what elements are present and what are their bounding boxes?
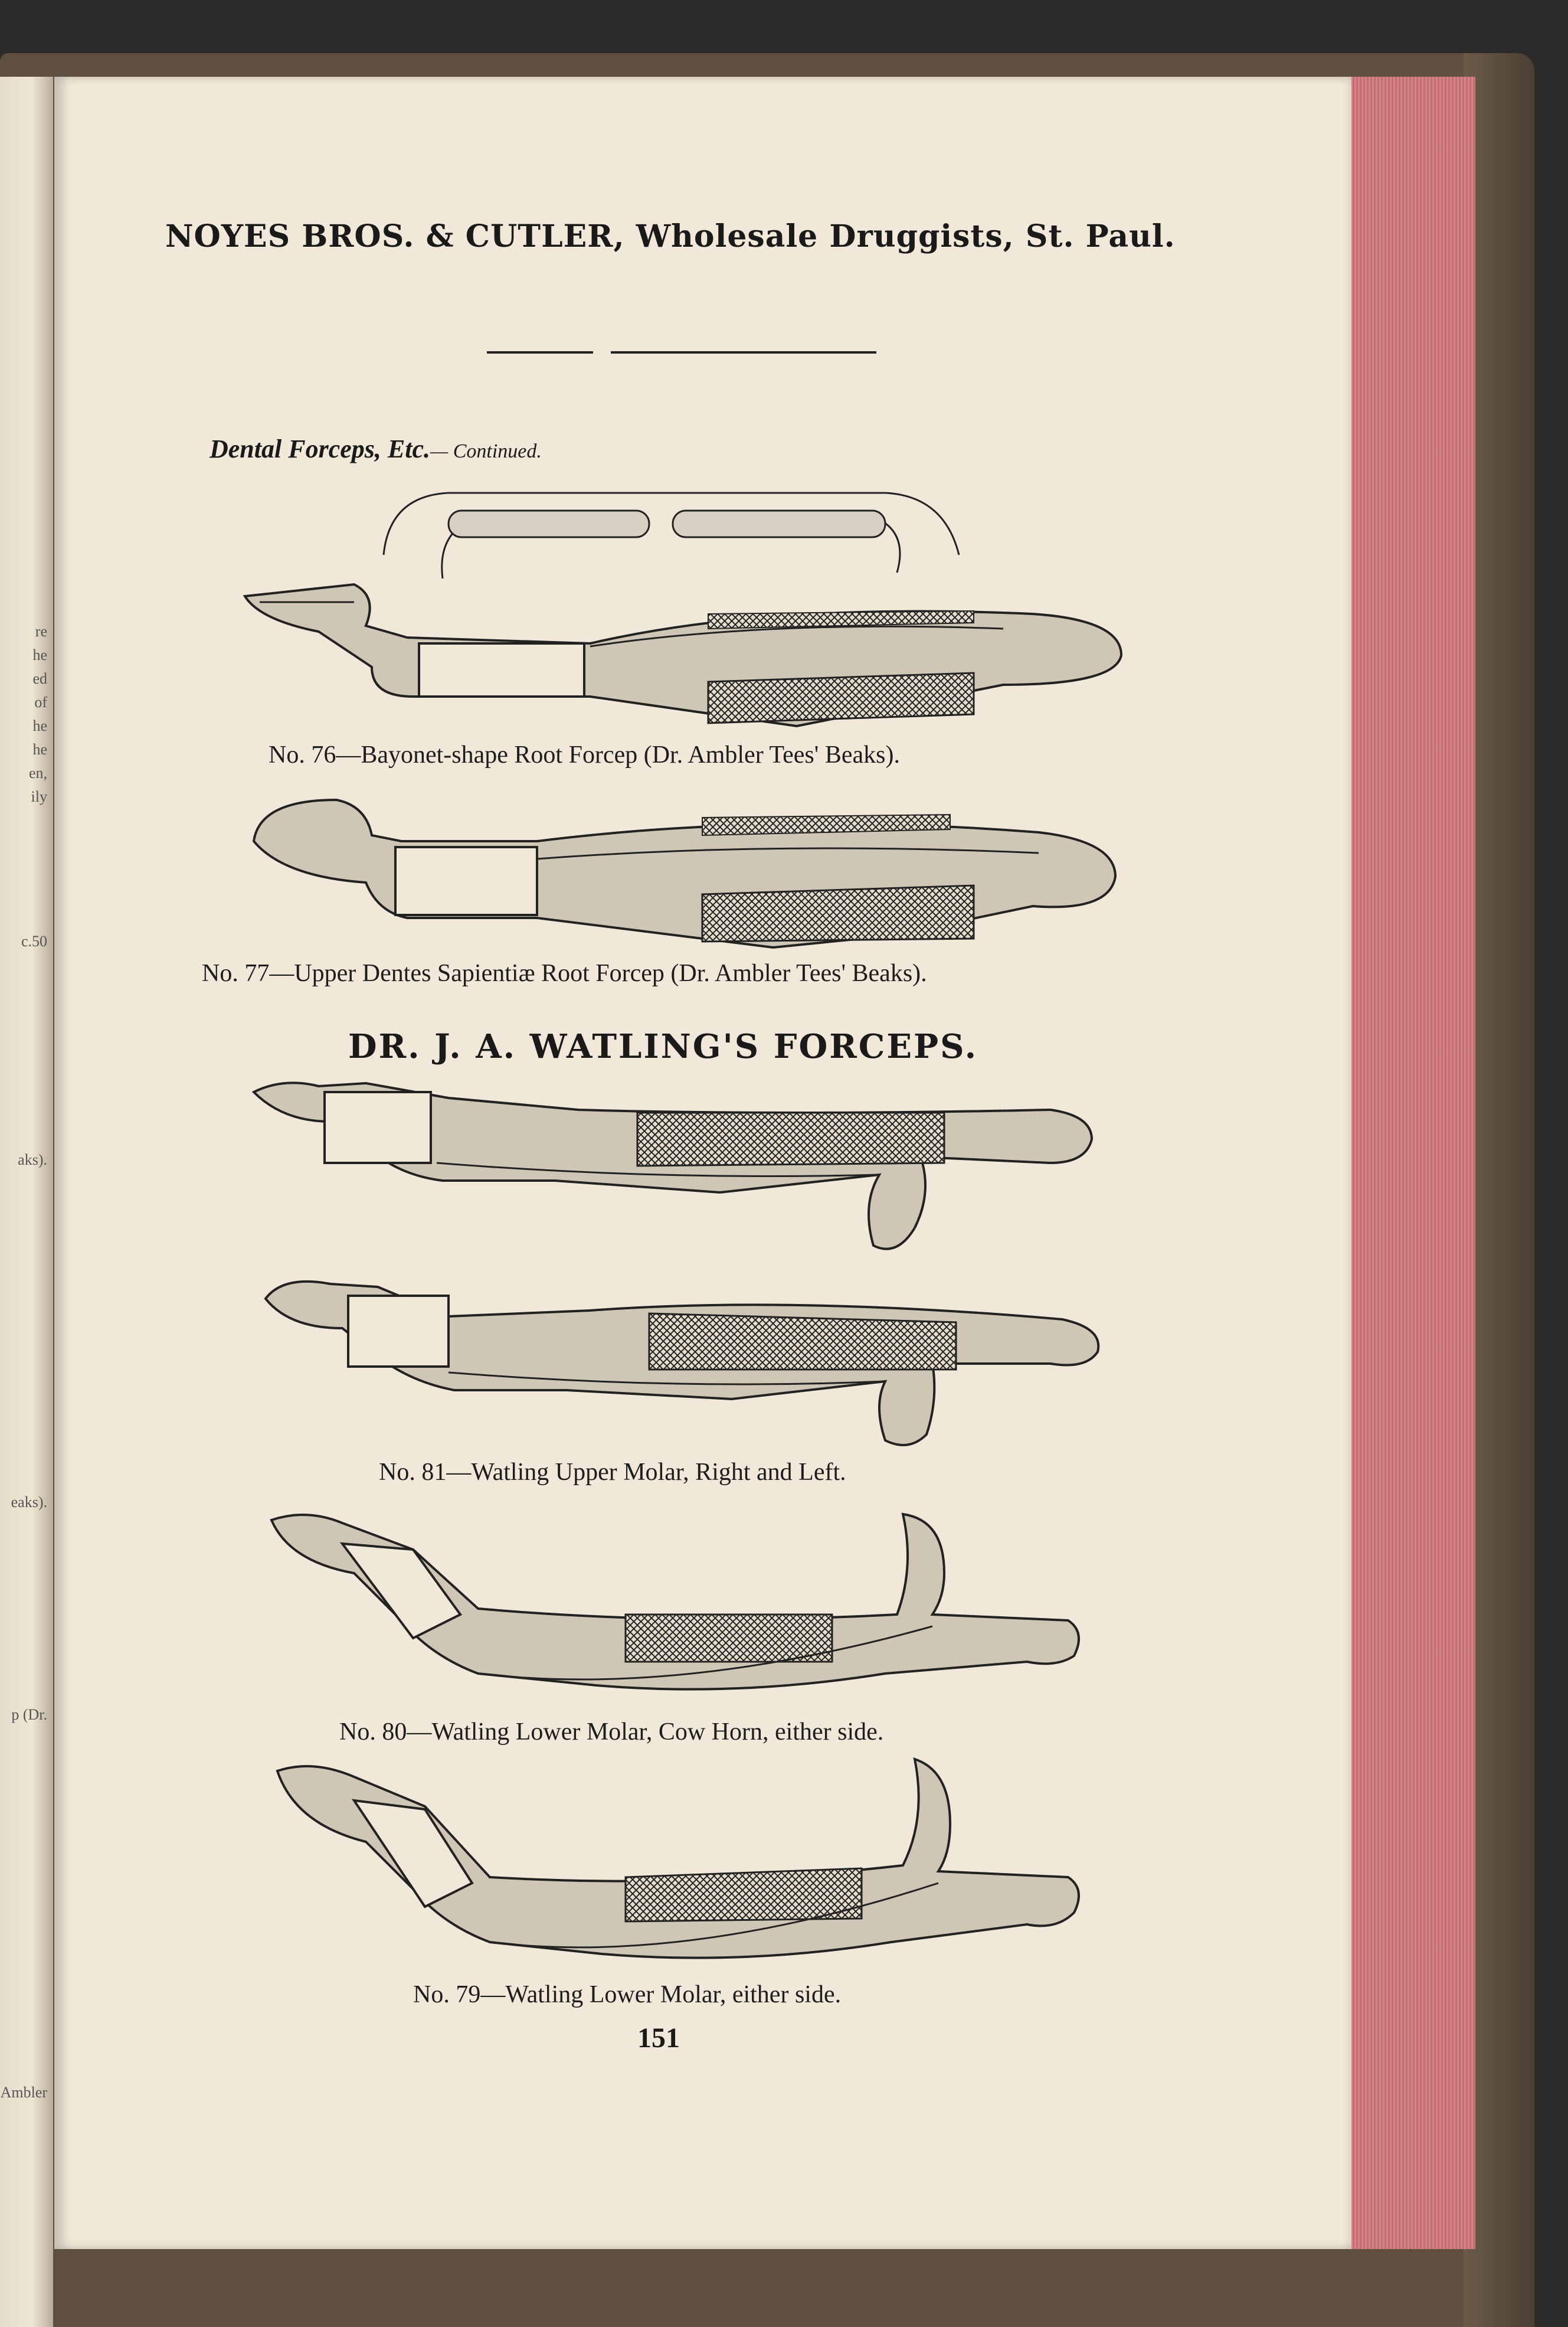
- left-fragment: en,: [28, 764, 47, 782]
- left-fragment: re: [35, 623, 47, 640]
- left-page-edge: [0, 77, 53, 2327]
- left-fragment: p (Dr.: [11, 1706, 47, 1723]
- header-rule-left: [487, 351, 593, 354]
- forcep-81-illustration-left: [260, 1263, 1109, 1458]
- section-title: [209, 434, 542, 464]
- left-fragment: eaks).: [11, 1493, 47, 1511]
- left-fragment: ed: [32, 670, 47, 687]
- left-fragment: he: [32, 646, 47, 664]
- forcep-81-illustration-right: [248, 1074, 1104, 1269]
- left-fragment: he: [32, 741, 47, 758]
- caption-no-76: No. 76—Bayonet-shape Root Forcep (Dr. Ambler Tees' Beaks).: [269, 741, 900, 769]
- left-fragment: Ambler: [0, 2084, 47, 2101]
- left-fragment: ily: [31, 788, 47, 805]
- page-number: 151: [637, 2022, 680, 2054]
- forcep-80-illustration: [266, 1508, 1092, 1721]
- forcep-79-illustration: [271, 1759, 1098, 1983]
- page-edges-red: [1340, 77, 1475, 2249]
- page-header: NOYES BROS. & CUTLER, Wholesale Druggists, St. Paul.: [165, 218, 1176, 254]
- forcep-77-illustration: [242, 788, 1127, 953]
- section-title-text: Dental Forceps, Etc.: [209, 434, 430, 463]
- left-fragment: c.50: [21, 933, 47, 950]
- caption-no-79: No. 79—Watling Lower Molar, either side.: [413, 1981, 842, 2008]
- left-page-text-fragments: [0, 77, 53, 2327]
- caption-no-80: No. 80—Watling Lower Molar, Cow Horn, either side.: [339, 1718, 884, 1746]
- caption-no-81: No. 81—Watling Upper Molar, Right and Left.: [379, 1459, 846, 1486]
- caption-no-77: No. 77—Upper Dentes Sapientiæ Root Forcep (Dr. Ambler Tees' Beaks).: [202, 960, 927, 987]
- left-fragment: of: [34, 694, 47, 711]
- header-rule-right: [611, 351, 876, 354]
- watling-forceps-heading: DR. J. A. WATLING'S FORCEPS.: [348, 1027, 978, 1066]
- section-continued: — Continued.: [430, 440, 542, 462]
- left-fragment: he: [32, 717, 47, 734]
- left-fragment: aks).: [18, 1151, 47, 1168]
- forcep-76-illustration: [236, 579, 1133, 744]
